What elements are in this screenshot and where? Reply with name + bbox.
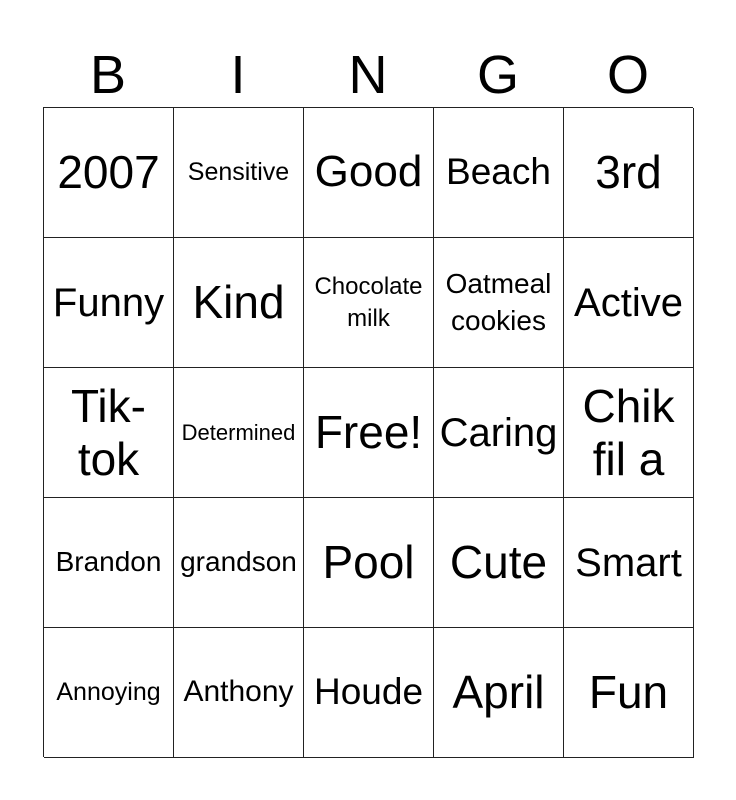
bingo-cell[interactable] [44,368,174,498]
cell-text: Chocolate milk [314,273,423,332]
bingo-cell[interactable] [434,108,564,238]
bingo-cell[interactable] [304,108,434,238]
bingo-cell[interactable] [44,108,174,238]
cell-text: Oatmeal cookies [445,268,552,336]
cell-text: Beach [446,151,551,193]
bingo-cell[interactable] [174,498,304,628]
cell-text: Chik fil a [582,379,675,485]
cell-text: Houde [313,671,424,713]
cell-text: Determined [181,419,296,445]
bingo-cell[interactable] [434,368,564,498]
cell-text: Funny [52,280,165,325]
bingo-cell[interactable] [304,628,434,758]
bingo-cell[interactable] [564,108,694,238]
cell-text: Smart [575,540,682,585]
bingo-cell-free[interactable] [304,368,434,498]
header-letter-b: B [89,45,127,105]
bingo-cell[interactable] [174,238,304,368]
cell-text: Brandon [55,546,162,578]
bingo-cell[interactable] [174,628,304,758]
cell-text: Sensitive [187,158,290,187]
cell-text: Pool [322,536,415,589]
bingo-cell[interactable] [304,238,434,368]
cell-text: Annoying [56,678,161,707]
cell-text: Active [574,280,683,325]
bingo-cell[interactable] [174,368,304,498]
cell-text: Tik-tok [71,379,146,485]
cell-text: April [452,666,545,719]
bingo-cell[interactable] [174,108,304,238]
bingo-cell[interactable] [44,628,174,758]
header-letter-g: G [476,45,519,105]
bingo-header [43,44,693,106]
bingo-cell[interactable] [304,498,434,628]
cell-text: 2007 [57,146,160,199]
cell-text: grandson [180,546,297,578]
cell-text: Fun [588,666,669,719]
free-space-text: Free! [314,406,423,459]
bingo-cell[interactable] [434,628,564,758]
header-letter-n: N [348,45,388,105]
cell-text: Caring [439,410,558,455]
bingo-cell[interactable] [564,498,694,628]
bingo-cell[interactable] [564,238,694,368]
cell-text: Good [314,147,423,197]
bingo-cell[interactable] [44,238,174,368]
cell-text: Cute [449,536,548,589]
cell-text: Kind [192,276,285,329]
cell-text: 3rd [595,146,662,199]
bingo-cell[interactable] [434,498,564,628]
header-letter-o: O [606,45,649,105]
bingo-cell[interactable] [434,238,564,368]
header-letter-i: I [230,45,246,105]
bingo-cell[interactable] [44,498,174,628]
bingo-cell[interactable] [564,368,694,498]
bingo-cell[interactable] [564,628,694,758]
bingo-board [43,107,693,757]
cell-text: Anthony [183,675,294,709]
